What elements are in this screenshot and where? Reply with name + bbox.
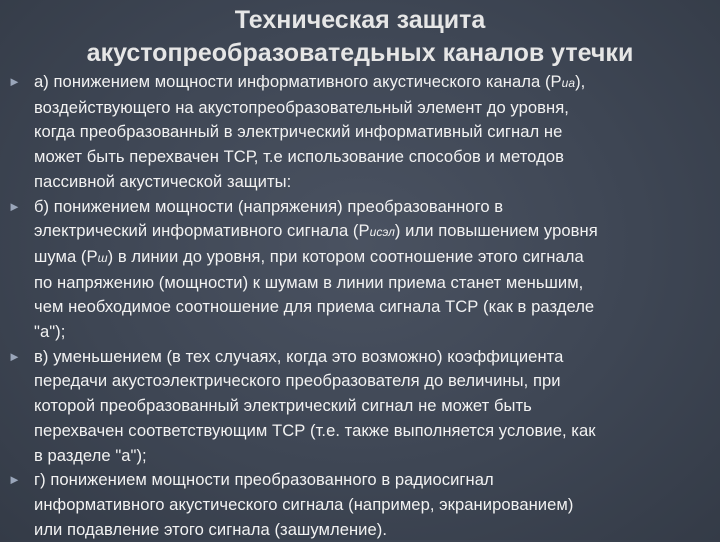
bullet-a-text-1: а) понижением мощности информативного акустического канала (Р (34, 72, 562, 91)
bullet-a-line-4: может быть перехвачен ТСР, т.е использование способов и методов (34, 147, 564, 167)
bullet-b-line-6: "а"); (34, 322, 66, 342)
bullet-b-text-3b: ) в линии до уровня, при котором соотношение этого сигнала (107, 246, 584, 266)
bullet-item-a (8, 70, 713, 195)
bullet-item-d (8, 468, 713, 542)
bullet-c-line-1: в) уменьшением (в тех случаях, когда это возможно) коэффициента (34, 346, 564, 366)
bullet-b-text-2: электрический информативного сигнала (Р (34, 221, 370, 241)
bullet-b-line-3 (34, 245, 713, 271)
bullet-list (8, 70, 713, 542)
bullet-d-line-1: г) понижением мощности преобразованного в радиосигнал (34, 470, 494, 490)
bullet-arrow-icon: ► (8, 472, 21, 488)
bullet-b-text-3: шума (Р (34, 246, 98, 266)
bullet-a-text-1b: ), (575, 72, 586, 91)
bullet-item-c (8, 345, 713, 469)
bullet-c-line-5: в разделе "а"); (34, 445, 147, 465)
bullet-c-line-4: перехвачен соответствующим ТСР (т.е. также выполняется условие, как (34, 420, 596, 440)
bullet-b-line-2 (34, 219, 713, 245)
bullet-arrow-icon: ► (8, 74, 21, 89)
title-line-1: Техническая защита (234, 6, 486, 34)
bullet-a-subscript: иа (561, 76, 576, 90)
bullet-c-line-2: передачи акустоэлектрического преобразователя до величины, при (34, 371, 561, 391)
bullet-d-line-2: информативного акустического сигнала (например, экранированием) (34, 494, 574, 514)
bullet-b-subscript-1: исэл (369, 225, 395, 240)
bullet-b-text-2b: ) или повышением уровня (394, 221, 598, 241)
bullet-c-line-3: которой преобразованный электрический сигнал не может быть (34, 396, 532, 416)
bullet-a-line-2: воздействующего на акустопреобразовательный элемент до уровня, (34, 97, 569, 117)
bullet-b-line-1: б) понижением мощности (напряжения) преобразованного в (34, 196, 504, 216)
bullet-a-line-3: когда преобразованный в электрический информативный сигнал не (34, 122, 563, 142)
bullet-b-line-5: чем необходимое соотношение для приема сигнала ТСР (как в разделе (34, 297, 595, 317)
bullet-d-line-3: или подавление этого сигнала (зашумление). (34, 519, 388, 539)
bullet-arrow-icon: ► (8, 198, 21, 214)
bullet-arrow-icon: ► (8, 348, 21, 364)
title-line-2: акустопреобразоватедьных каналов утечки (86, 39, 634, 67)
bullet-a-line-1 (34, 70, 713, 96)
slide-title (20, 4, 700, 70)
bullet-b-line-4: по напряжению (мощности) к шумам в линии приема станет меньшим, (34, 272, 584, 292)
bullet-b-subscript-2: ш (97, 250, 108, 265)
bullet-a-line-5: пассивной акустической защиты: (34, 171, 292, 191)
bullet-item-b (8, 195, 713, 345)
